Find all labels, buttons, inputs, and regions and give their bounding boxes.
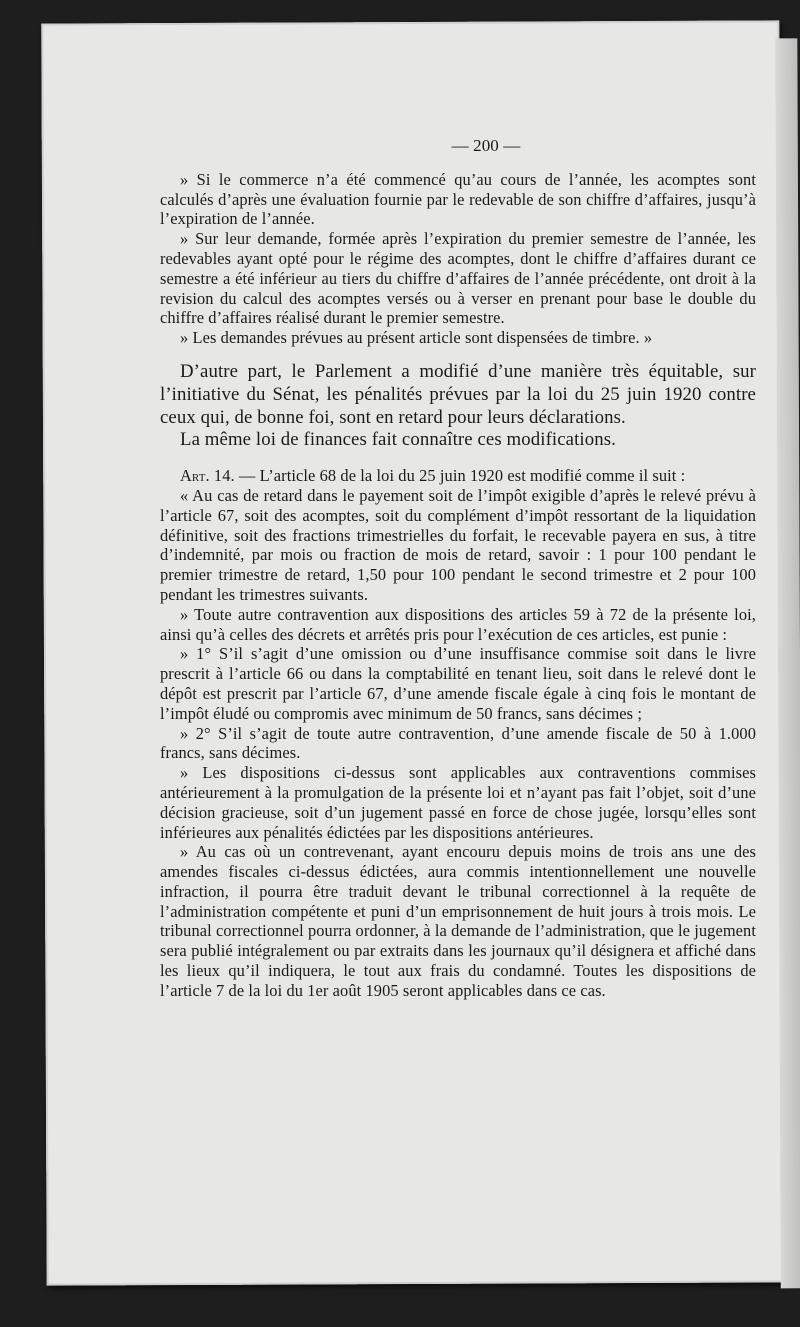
paragraph-large: La même loi de finances fait connaître ces modifications.	[180, 429, 616, 451]
paragraph: » Au cas où un contrevenant, ayant encouru depuis moins de trois ans une des amendes fiscales ci-dessus édictées, aura commis intentionnellement une nouvelle infraction, il pourra être traduit devant le tribunal correctionnel à la requête de l’administration compétente et puni d’un emprisonnement de huit jours à trois mois. Le tribunal correctionnel pourra ordonner, à la demande de l’administration, que le jugement sera publié intégralement ou par extraits dans les journaux qu’il désignera et affiché dans les lieux qu’il indiquera, le tout aux frais du condamné. Toutes les dispositions de l’article 7 de la loi du 1er août 1905 seront applicables dans ce cas.	[160, 842, 756, 1000]
article-heading	[160, 466, 756, 486]
paragraph: » Les dispositions ci-dessus sont applicables aux contraventions commises antérieurement à la promulgation de la présente loi et n’ayant pas fait l’objet, soit d’une décision gracieuse, soit d’un jugement passé en force de chose jugée, lorsqu’elles sont inférieures aux pénalités édictées par les dispositions antérieures.	[160, 763, 756, 842]
paragraph: » Sur leur demande, formée après l’expiration du premier semestre de l’année, les redevables ayant opté pour le régime des acomptes, dont le chiffre d’affaires durant ce semestre a été inférieur au tiers du chiffre d’affaires de l’année précédente, ont droit à la revision du calcul des acomptes versés ou à verser en prenant pour base le double du chiffre d’affaires réalisé durant le premier semestre.	[160, 229, 756, 328]
page-content	[160, 136, 756, 1001]
page-edge	[775, 38, 800, 1288]
paragraph: « Au cas de retard dans le payement soit de l’impôt exigible d’après le relevé prévu à l’article 67, soit des acomptes, soit du complément d’impôt ressortant de la liquidation définitive, soit des fractions trimestrielles du forfait, le recevable payera en sus, à titre d’indemnité, par mois ou fraction de mois de retard, savoir : 1 pour 100 pendant le premier trimestre de retard, 1,50 pour 100 pendant le second trimestre et 2 pour 100 pendant les trimestres suivants.	[160, 485, 756, 604]
paragraph-large: D’autre part, le Parlement a modifié d’une manière très équitable, sur l’initiative du Sénat, les pénalités prévues par la loi du 25 juin 1920 contre ceux qui, de bonne foi, sont en retard pour leurs déclarations.	[160, 360, 756, 428]
paragraph: » Toute autre contravention aux dispositions des articles 59 à 72 de la présente loi, ainsi qu’à celles des décrets et arrêtés pris pour l’exécution de ces articles, est punie :	[160, 604, 756, 644]
article-intro: — L’article 68 de la loi du 25 juin 1920 est modifié comme il suit :	[234, 466, 686, 486]
page-number: — 200 —	[451, 136, 521, 155]
paragraph: » Les demandes prévues au présent article sont dispensées de timbre. »	[180, 328, 653, 348]
paragraph: » Si le commerce n’a été commencé qu’au cours de l’année, les acomptes sont calculés d’après une évaluation fournie par le redevable de son chiffre d’affaires, jusqu’à l’expiration de l’année.	[160, 169, 756, 229]
paragraph: » 1° S’il s’agit d’une omission ou d’une insuffisance commise soit dans le livre prescrit à l’article 66 ou dans la comptabilité en tenant lieu, soit dans le relevé dont le dépôt est prescrit par l’article 67, d’une amende fiscale égale à cinq fois le montant de l’impôt éludé ou compromis avec minimum de 50 francs, sans décimes ;	[160, 644, 756, 723]
article-label: Art. 14.	[180, 466, 235, 486]
paragraph: » 2° S’il s’agit de toute autre contravention, d’une amende fiscale de 50 à 1.000 francs, sans décimes.	[160, 723, 756, 763]
